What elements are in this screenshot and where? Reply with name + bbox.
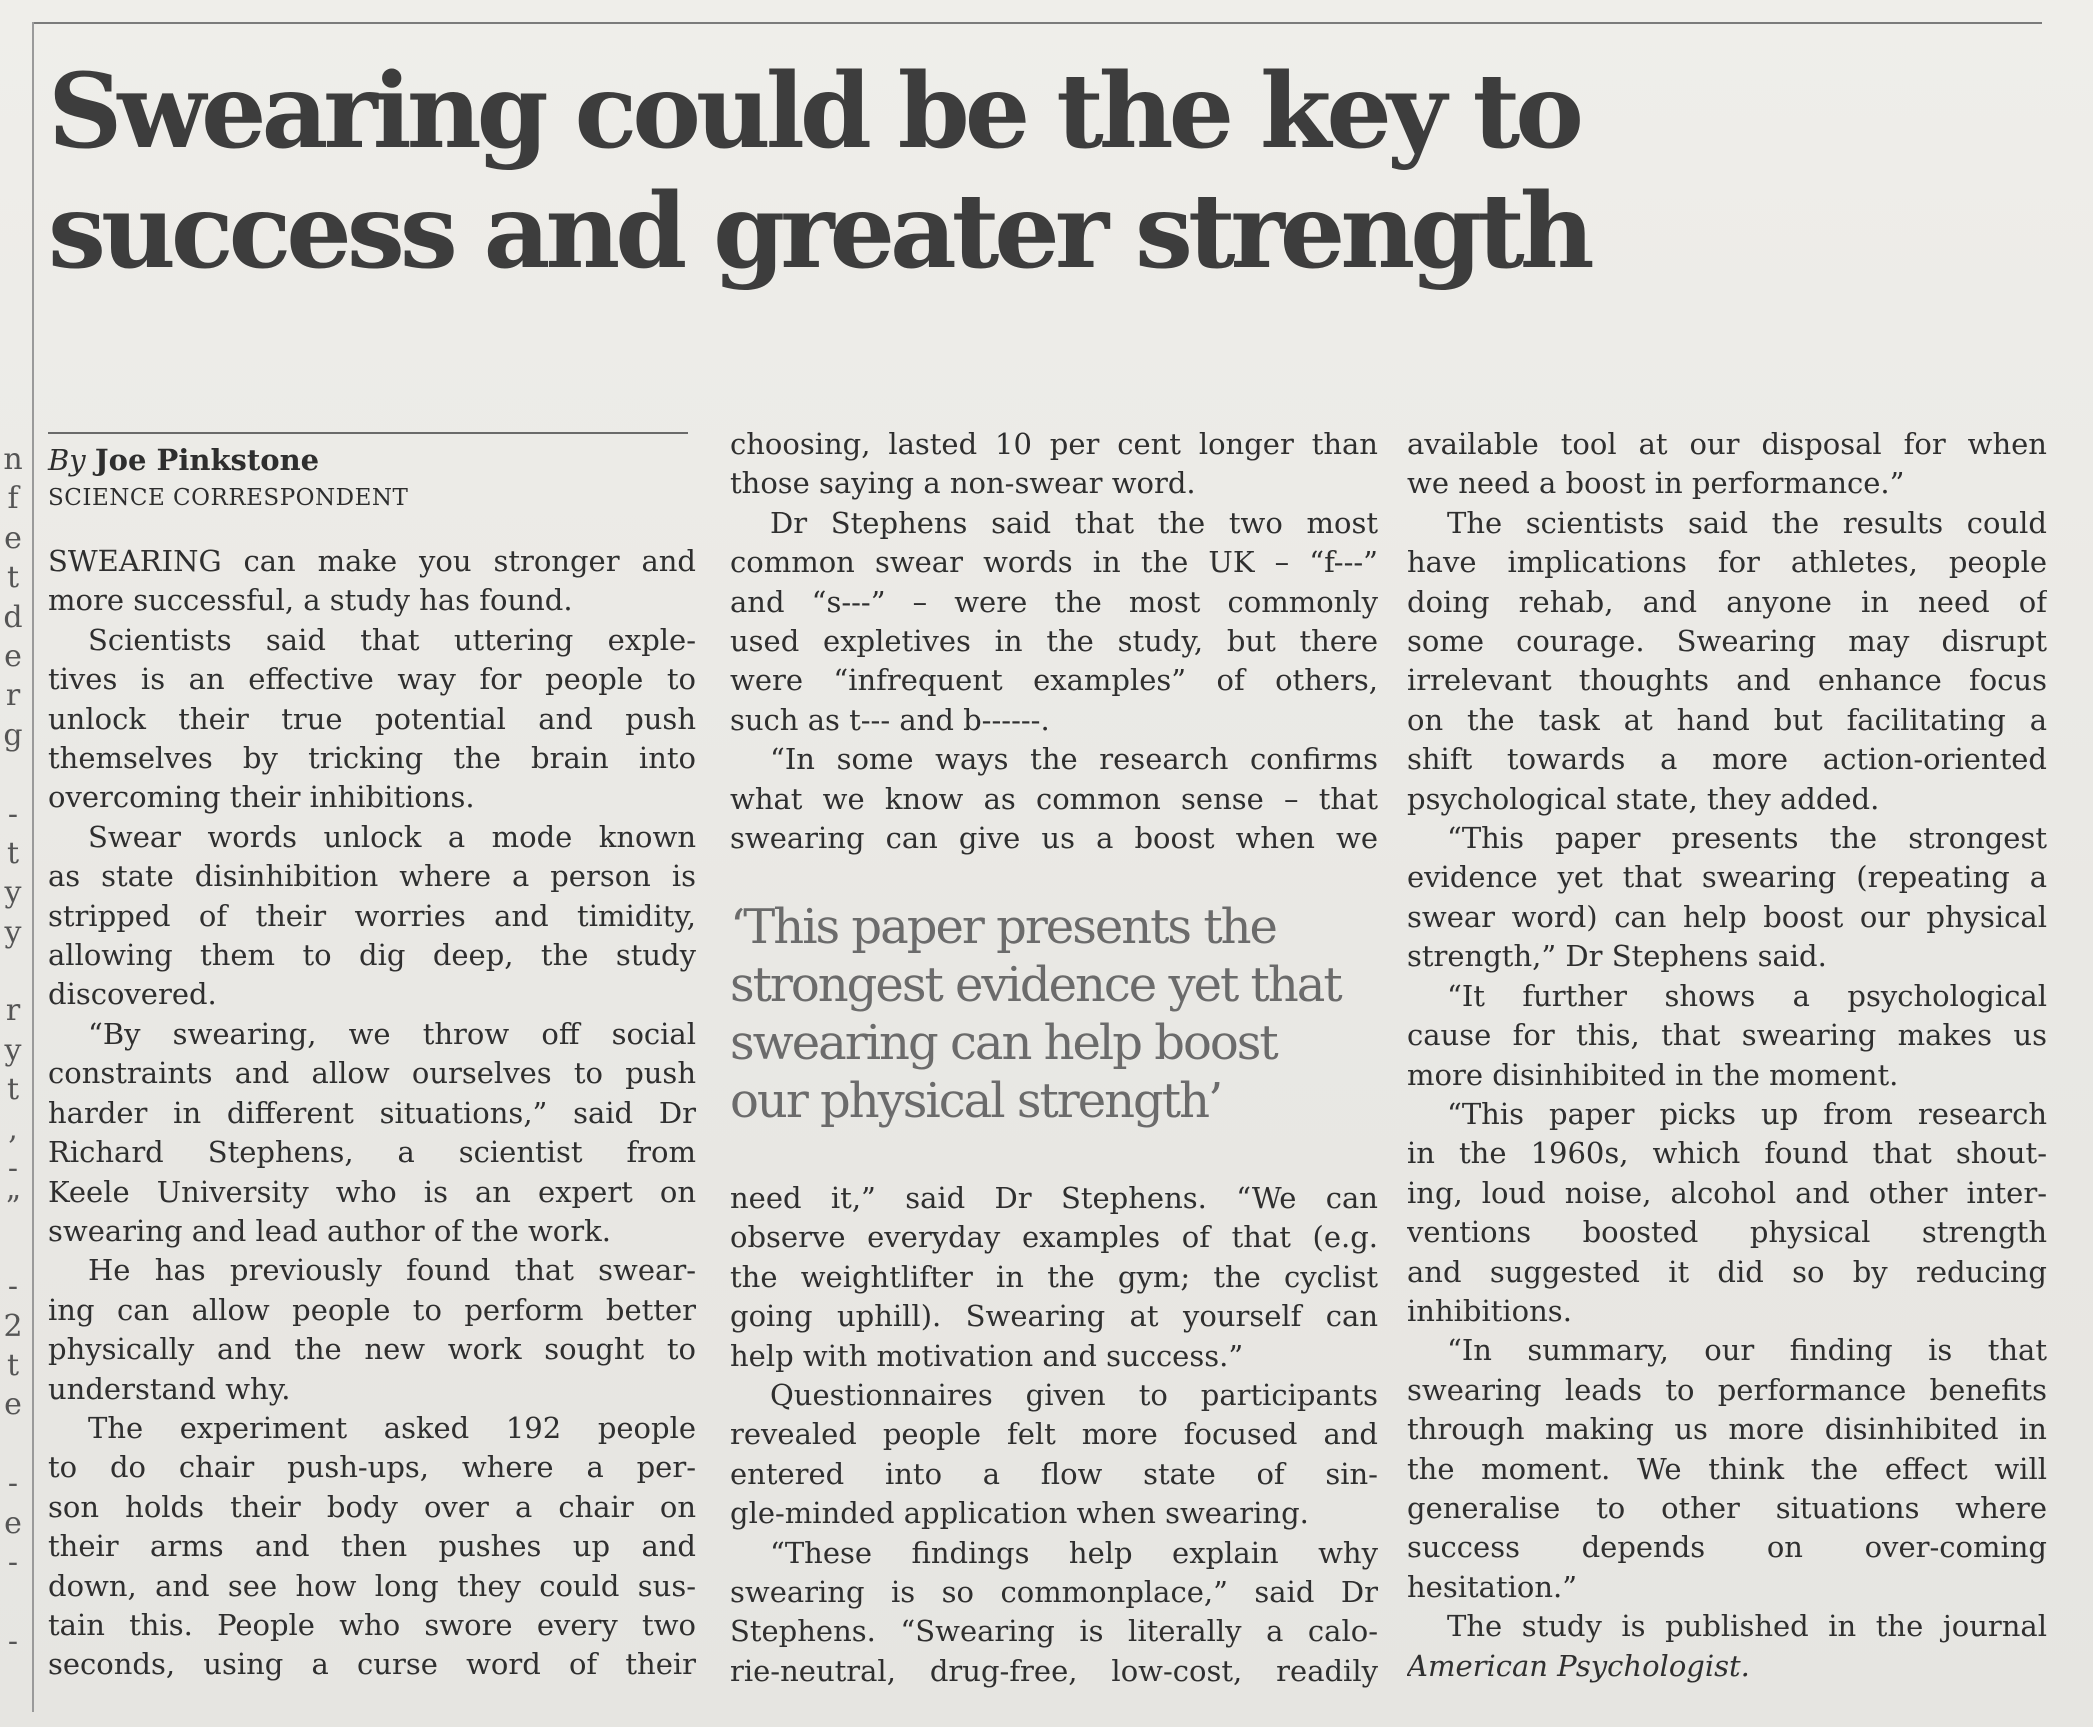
article-line: more disinhibited in the moment.: [1407, 1057, 1899, 1092]
article-line: revealed people felt more focused and: [730, 1417, 1378, 1452]
article-line: available tool at our disposal for when: [1407, 427, 2047, 461]
left-column-rule: [32, 22, 34, 1712]
article-line: such as t--- and b------.: [730, 702, 1050, 737]
article-line: swear word) can help boost our physical: [1407, 899, 2047, 934]
article-line: swearing and lead author of the work.: [48, 1213, 611, 1248]
article-line: were “infrequent examples” of others,: [730, 663, 1378, 698]
article-line: understand why.: [48, 1371, 291, 1406]
article-line: “These findings help explain why: [770, 1535, 1378, 1570]
edge-fragment: ”: [5, 1190, 21, 1226]
edge-fragment: t: [6, 560, 20, 596]
article-line: swearing is so commonplace,” said Dr: [730, 1575, 1378, 1610]
edge-fragment: r: [5, 678, 21, 714]
article-line: irrelevant thoughts and enhance focus: [1407, 663, 2047, 698]
article-line: going uphill). Swearing at yourself can: [730, 1299, 1378, 1334]
article-line: “In some ways the research confirms: [770, 742, 1378, 777]
pull-quote-line: ‘This paper presents the: [730, 899, 1276, 955]
edge-fragment: [0, 755, 26, 794]
article-line: their arms and then pushes up and: [48, 1529, 696, 1564]
article-line: He has previously found that swear-: [88, 1253, 696, 1288]
edge-fragment: f: [7, 481, 19, 517]
article-line: through making us more disinhibited in: [1407, 1412, 2047, 1447]
article-line: need it,” said Dr Stephens. “We can: [730, 1181, 1378, 1215]
byline-role: SCIENCE CORRESPONDENT: [48, 485, 409, 511]
top-rule: [34, 22, 2042, 24]
article-line: cause for this, that swearing makes us: [1407, 1018, 2047, 1053]
pull-quote-line: swearing can help boost: [730, 1015, 1277, 1071]
article-column-2-top: [730, 425, 1378, 858]
byline-by: By: [48, 443, 86, 477]
article-line: help with motivation and success.”: [730, 1338, 1244, 1373]
article-line: inhibitions.: [1407, 1293, 1572, 1328]
article-line: Dr Stephens said that the two most: [770, 505, 1378, 540]
byline-rule: [48, 432, 688, 434]
article-line: we need a boost in performance.”: [1407, 466, 1905, 501]
article-line: some courage. Swearing may disrupt: [1407, 624, 2047, 659]
article-line: Swear words unlock a mode known: [88, 819, 696, 854]
article-line: choosing, lasted 10 per cent longer than: [730, 427, 1378, 461]
article-line: ing can allow people to perform better: [48, 1292, 696, 1327]
article-line: strength,” Dr Stephens said.: [1407, 939, 1827, 974]
article-line: stripped of their worries and timidity,: [48, 898, 696, 933]
adjacent-column-edge: [0, 440, 26, 1661]
article-line: overcoming their inhibitions.: [48, 780, 475, 815]
article-line: evidence yet that swearing (repeating a: [1407, 860, 2047, 895]
article-line: Richard Stephens, a scientist from: [48, 1135, 696, 1170]
article-line: rie-neutral, drug-free, low-cost, readily: [730, 1653, 1378, 1688]
article-line: themselves by tricking the brain into: [48, 741, 696, 776]
edge-fragment: -: [7, 1623, 19, 1659]
edge-fragment: y: [4, 1032, 22, 1068]
edge-fragment: t: [6, 1072, 20, 1108]
article-line: in the 1960s, which found that shout-: [1407, 1136, 2047, 1171]
article-line: “This paper presents the strongest: [1447, 821, 2047, 856]
byline: [48, 440, 688, 516]
edge-fragment: -: [7, 1544, 19, 1580]
article-line: “In summary, our finding is that: [1447, 1333, 2047, 1368]
article-line: gle-minded application when swearing.: [730, 1496, 1309, 1531]
edge-fragment: ,: [8, 1111, 18, 1147]
edge-fragment: e: [4, 520, 22, 556]
article-line: ing, loud noise, alcohol and other inter-: [1407, 1175, 2047, 1210]
article-line: shift towards a more action-oriented: [1407, 742, 2047, 777]
edge-fragment: n: [3, 442, 23, 477]
article-line: hesitation.”: [1407, 1569, 1578, 1604]
article-line: the weightlifter in the gym; the cyclist: [730, 1259, 1378, 1294]
article-line: those saying a non-swear word.: [730, 466, 1196, 501]
article-line: tives is an effective way for people to: [48, 662, 696, 697]
article-line: The experiment asked 192 people: [88, 1410, 696, 1445]
edge-fragment: e: [4, 1387, 22, 1423]
article-line: the moment. We think the effect will: [1407, 1451, 2047, 1486]
edge-fragment: y: [4, 914, 22, 950]
pull-quote: [730, 898, 1390, 1130]
article-line: Questionnaires given to participants: [770, 1378, 1378, 1413]
edge-fragment: 2: [3, 1308, 23, 1344]
headline: [48, 52, 2008, 292]
edge-fragment: [0, 1425, 26, 1464]
article-line: Stephens. “Swearing is literally a calo-: [730, 1614, 1378, 1649]
byline-author-line: [48, 440, 688, 480]
article-line: generalise to other situations where: [1407, 1490, 2047, 1525]
article-line: The scientists said the results could: [1447, 505, 2047, 540]
headline-line-2: success and greater strength: [48, 171, 1590, 292]
edge-fragment: e: [4, 638, 22, 674]
article-line: ventions boosted physical strength: [1407, 1215, 2047, 1250]
article-line: harder in different situations,” said Dr: [48, 1095, 696, 1130]
article-line: tain this. People who swore every two: [48, 1607, 696, 1642]
journal-title: American Psychologist.: [1407, 1648, 1750, 1683]
article-line: [1407, 1647, 2047, 1686]
pull-quote-line: our physical strength’: [730, 1073, 1222, 1129]
edge-fragment: -: [7, 1269, 19, 1305]
edge-fragment: [0, 952, 26, 991]
article-line: doing rehab, and anyone in need of: [1407, 584, 2047, 619]
headline-line-1: Swearing could be the key to: [48, 51, 1579, 172]
article-line: son holds their body over a chair on: [48, 1489, 696, 1524]
article-line: constraints and allow ourselves to push: [48, 1056, 696, 1091]
article-line: unlock their true potential and push: [48, 701, 696, 736]
article-line: success depends on over-coming: [1407, 1530, 2047, 1565]
edge-fragment: t: [6, 835, 20, 871]
article-line: “By swearing, we throw off social: [88, 1016, 696, 1051]
article-line: down, and see how long they could sus-: [48, 1568, 696, 1603]
article-line: SWEARING can make you stronger and: [48, 544, 696, 578]
article-line: seconds, using a curse word of their: [48, 1647, 696, 1682]
edge-fragment: [0, 1228, 26, 1267]
article-line: physically and the new work sought to: [48, 1332, 696, 1367]
article-line: psychological state, they added.: [1407, 781, 1880, 816]
article-line: used expletives in the study, but there: [730, 624, 1378, 659]
article-line: Scientists said that uttering exple-: [88, 622, 696, 657]
article-line: common swear words in the UK – “f---”: [730, 545, 1378, 580]
article-line: have implications for athletes, people: [1407, 545, 2047, 580]
byline-author: Joe Pinkstone: [94, 443, 320, 477]
edge-fragment: -: [7, 1151, 19, 1187]
article-line: more successful, a study has found.: [48, 583, 573, 618]
edge-fragment: [0, 1582, 26, 1621]
edge-fragment: e: [4, 1505, 22, 1541]
edge-fragment: g: [3, 717, 23, 753]
edge-fragment: y: [4, 875, 22, 911]
article-line: swearing leads to performance benefits: [1407, 1372, 2047, 1407]
article-line: observe everyday examples of that (e.g.: [730, 1220, 1378, 1255]
article-line: “This paper picks up from research: [1447, 1096, 2047, 1131]
edge-fragment: -: [7, 1466, 19, 1502]
edge-fragment: d: [3, 599, 23, 635]
article-line: as state disinhibition where a person is: [48, 859, 696, 894]
article-line: “It further shows a psychological: [1447, 978, 2047, 1013]
article-column-3: [1407, 425, 2047, 1686]
article-line: The study is published in the journal: [1447, 1609, 2047, 1644]
edge-fragment: t: [6, 1347, 20, 1383]
article-line: and suggested it did so by reducing: [1407, 1254, 2047, 1289]
article-line: to do chair push-ups, where a per-: [48, 1450, 696, 1485]
article-line: allowing them to dig deep, the study: [48, 938, 696, 973]
article-line: on the task at hand but facilitating a: [1407, 702, 2047, 737]
article-column-2-bottom: [730, 1179, 1378, 1691]
article-line: discovered.: [48, 977, 217, 1012]
article-line: what we know as common sense – that: [730, 781, 1378, 816]
edge-fragment: -: [7, 796, 19, 832]
article-line: swearing can give us a boost when we: [730, 821, 1378, 856]
article-line: entered into a flow state of sin-: [730, 1456, 1378, 1491]
edge-fragment: r: [5, 993, 21, 1029]
pull-quote-line: strongest evidence yet that: [730, 957, 1341, 1013]
article-line: Keele University who is an expert on: [48, 1174, 696, 1209]
article-line: and “s---” – were the most commonly: [730, 584, 1378, 619]
article-column-1: [48, 542, 696, 1685]
